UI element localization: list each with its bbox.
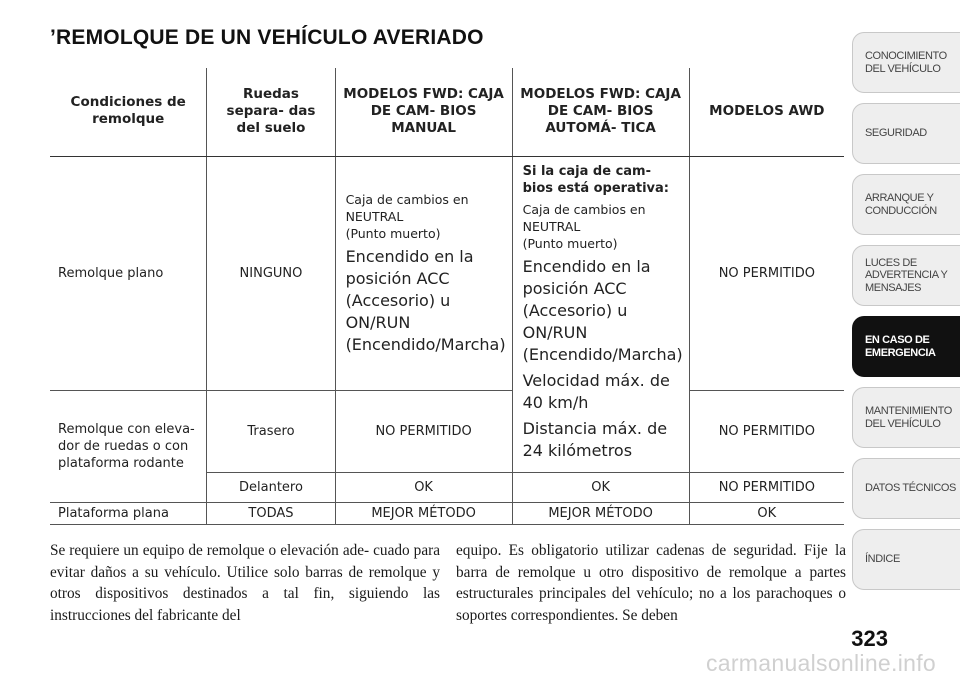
flat-manual-punto-muerto: (Punto muerto)	[345, 226, 441, 241]
flat-manual-ignition: Encendido en la posición ACC (Accesorio) u ON/RUN (Encendido/Marcha)	[345, 247, 506, 354]
table-row	[50, 157, 844, 391]
dolly-condition: Remolque con eleva- dor de ruedas o con plataforma rodante	[50, 391, 207, 503]
section-tabs	[852, 32, 960, 600]
tab-indice[interactable]: ÍNDICE	[852, 529, 960, 590]
header-fwd-manual: MODELOS FWD: CAJA DE CAM- BIOS MANUAL	[335, 68, 512, 157]
flat-manual-neutral: Caja de cambios en NEUTRAL	[345, 192, 469, 224]
tab-luces-de-advertencia[interactable]: LUCES DE ADVERTENCIA Y MENSAJES	[852, 245, 960, 306]
towing-table	[50, 68, 844, 525]
auto-max-speed: Velocidad máx. de 40 km/h	[522, 371, 670, 412]
flat-towing-fwd-manual	[335, 157, 512, 391]
header-awd: MODELOS AWD	[689, 68, 844, 157]
page-title: ’REMOLQUE DE UN VEHÍCULO AVERIADO	[50, 26, 484, 49]
dolly-rear-fwd-manual: NO PERMITIDO	[335, 391, 512, 473]
platform-fwd-automatic: MEJOR MÉTODO	[512, 503, 689, 525]
tab-conocimiento-del-vehiculo[interactable]: CONOCIMIENTO DEL VEHÍCULO	[852, 32, 960, 93]
auto-neutral: Caja de cambios en NEUTRAL	[522, 202, 646, 234]
auto-max-distance: Distancia máx. de 24 kilómetros	[522, 419, 668, 460]
tab-datos-tecnicos[interactable]: DATOS TÉCNICOS	[852, 458, 960, 519]
dolly-front-fwd-manual: OK	[335, 473, 512, 503]
auto-condition: Si la caja de cam- bios está operativa:	[522, 164, 669, 196]
tab-seguridad[interactable]: SEGURIDAD	[852, 103, 960, 164]
body-text-left-column: Se requiere un equipo de remolque o elevación ade- cuado para evitar daños a su vehículo. Utilice solo barras de remolque y otros dispositivos destinados a tal fin, siguiendo las instrucciones del fabricante del	[50, 542, 440, 624]
flat-towing-awd: NO PERMITIDO	[689, 157, 844, 391]
platform-wheels: TODAS	[207, 503, 335, 525]
tab-arranque-y-conduccion[interactable]: ARRANQUE Y CONDUCCIÓN	[852, 174, 960, 235]
tab-en-caso-de-emergencia[interactable]: EN CASO DE EMERGENCIA	[852, 316, 960, 377]
flat-towing-fwd-automatic	[512, 157, 689, 473]
header-towing-condition: Condiciones de remolque	[50, 68, 207, 157]
table-row	[50, 391, 844, 473]
table-header-row	[50, 68, 844, 157]
auto-ignition: Encendido en la posición ACC (Accesorio) u ON/RUN (Encendido/Marcha)	[522, 257, 683, 364]
header-wheels-off-ground: Ruedas separa- das del suelo	[207, 68, 335, 157]
page-number: 323	[851, 626, 888, 651]
auto-punto-muerto: (Punto muerto)	[522, 236, 618, 251]
dolly-front-fwd-automatic: OK	[512, 473, 689, 503]
flat-towing-condition: Remolque plano	[50, 157, 207, 391]
dolly-front-wheels: Delantero	[207, 473, 335, 503]
tab-mantenimiento-del-vehiculo[interactable]: MANTENIMIENTO DEL VEHÍCULO	[852, 387, 960, 448]
dolly-rear-wheels: Trasero	[207, 391, 335, 473]
dolly-rear-awd: NO PERMITIDO	[689, 391, 844, 473]
platform-awd: OK	[689, 503, 844, 525]
header-fwd-automatic: MODELOS FWD: CAJA DE CAM- BIOS AUTOMÁ- TICA	[512, 68, 689, 157]
platform-fwd-manual: MEJOR MÉTODO	[335, 503, 512, 525]
body-text-right-column: equipo. Es obligatorio utilizar cadenas de seguridad. Fije la barra de remolque u otro dispositivo de remolque a partes estructurales principales del vehículo; no a los parachoques o soportes correspondientes. Se deben	[456, 542, 846, 624]
table-row	[50, 503, 844, 525]
watermark: carmanualsonline.info	[705, 650, 936, 676]
platform-condition: Plataforma plana	[50, 503, 207, 525]
flat-towing-wheels: NINGUNO	[207, 157, 335, 391]
dolly-front-awd: NO PERMITIDO	[689, 473, 844, 503]
